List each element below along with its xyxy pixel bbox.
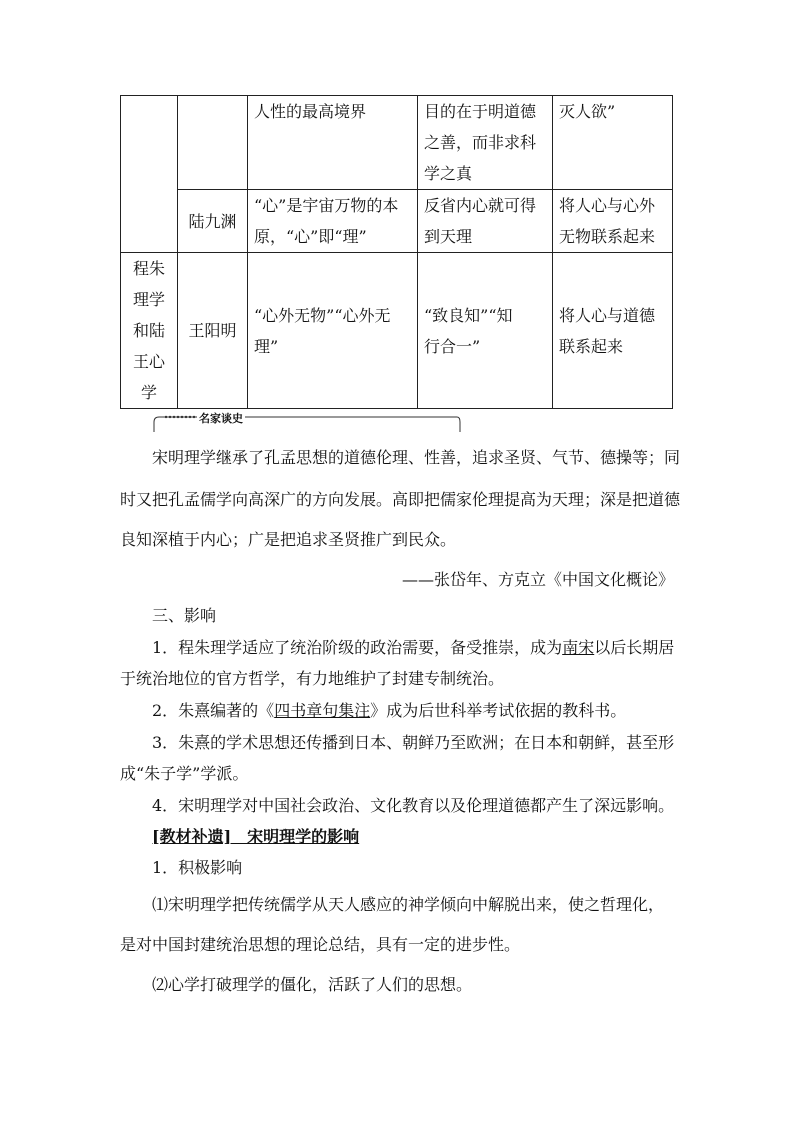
table-cell-school: 程朱 理学 和陆 王心 学 <box>121 253 178 409</box>
supplement-heading: [教材补遗] 宋明理学的影响 <box>152 827 360 846</box>
section-heading: 三、影响 <box>152 606 217 625</box>
influence-item-3: 3．朱熹的学术思想还传播到日本、朝鲜乃至欧洲；在日本和朝鲜，甚至形 <box>152 733 675 752</box>
quote-line: 良知深植于内心；广是把追求圣贤推广到民众。 <box>120 530 457 549</box>
supplement-paragraph-2: ⑵心学打破理学的僵化，活跃了人们的思想。 <box>152 975 473 994</box>
influence-item-4: 4．宋明理学对中国社会政治、文化教育以及伦理道德都产生了深远影响。 <box>152 796 675 815</box>
table-cell-goal: 灭人欲” <box>553 96 673 190</box>
table-cell-essence: “心外无物”“心外无 理” <box>248 253 418 409</box>
comparison-table <box>120 95 673 409</box>
influence-item-1: 1．程朱理学适应了统治阶级的政治需要，备受推崇，成为南宋以后长期居 <box>152 638 675 657</box>
table-cell-method: 反省内心就可得 到天理 <box>418 190 553 253</box>
table-cell-person: 王阳明 <box>178 253 248 409</box>
table-row <box>121 190 673 253</box>
table-cell-essence: 人性的最高境界 <box>248 96 418 190</box>
supplement-subheading: 1．积极影响 <box>152 858 243 877</box>
table-cell-empty <box>178 96 248 190</box>
table-cell-essence: “心”是宇宙万物的本 原，“心”即“理” <box>248 190 418 253</box>
table-cell-goal: 将人心与道德 联系起来 <box>553 253 673 409</box>
supplement-paragraph-1: ⑴宋明理学把传统儒学从天人感应的神学倾向中解脱出来，使之哲理化， <box>152 895 665 914</box>
influence-item-2: 2．朱熹编著的《四书章句集注》成为后世科举考试依据的教科书。 <box>152 701 627 720</box>
table-cell-empty <box>121 96 178 253</box>
quote-line: 宋明理学继承了孔孟思想的道德伦理、性善，追求圣贤、气节、德操等；同 <box>152 448 681 467</box>
quote-source: ——张岱年、方克立《中国文化概论》 <box>401 570 674 589</box>
table-cell-method: 目的在于明道德 之善，而非求科 学之真 <box>418 96 553 190</box>
influence-item-1-cont: 于统治地位的官方哲学，有力地维护了封建专制统治。 <box>120 669 505 688</box>
supplement-paragraph-1-cont: 是对中国封建统治思想的理论总结，具有一定的进步性。 <box>120 935 521 954</box>
table-row <box>121 253 673 409</box>
section-banner-label: 名家谈史 <box>199 412 243 425</box>
table-cell-person: 陆九渊 <box>178 190 248 253</box>
table-cell-goal: 将人心与心外 无物联系起来 <box>553 190 673 253</box>
table-cell-method: “致良知”“知 行合一” <box>418 253 553 409</box>
influence-item-3-cont: 成“朱子学”学派。 <box>120 764 249 783</box>
table-row <box>121 96 673 190</box>
quote-line: 时又把孔孟儒学向高深广的方向发展。高即把儒家伦理提高为天理；深是把道德 <box>120 490 681 509</box>
